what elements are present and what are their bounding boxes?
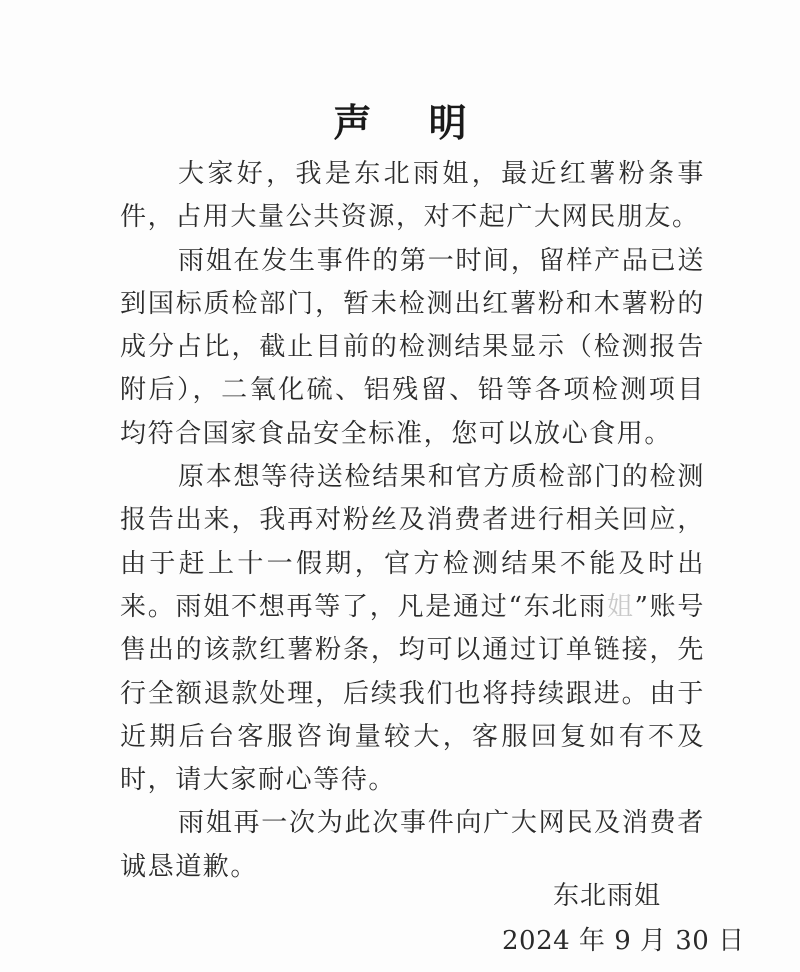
signature-date: 2024 年 9 月 30 日: [502, 926, 745, 956]
paragraph-closing-apology: 雨姐再一次为此次事件向广大网民及消费者诚恳道歉。: [120, 808, 705, 882]
paragraph-apology-intro: 大家好，我是东北雨姐，最近红薯粉条事件，占用大量公共资源，对不起广大网民朋友。: [120, 159, 705, 233]
document-body: [120, 153, 705, 889]
document-title: 声 明: [333, 100, 489, 145]
paragraph-refund: [120, 456, 705, 802]
paragraph-refund-faded-char: 姐: [606, 591, 635, 622]
paragraph-refund-part-2: ”账号售出的该款红薯粉条，均可以通过订单链接，先行全额退款处理，后续我们也将持续跟进。由于近期后台客服咨询量较大，客服回复如有不及时，请大家耐心等待。: [120, 591, 706, 796]
signature-name: 东北雨姐: [553, 881, 662, 911]
paragraph-test-results: 雨姐在发生事件的第一时间，留样产品已送到国标质检部门，暂未检测出红薯粉和木薯粉的成分占比，截止目前的检测结果显示（检测报告附后），二氧化硫、铝残留、铅等各项检测项目均符合国家食品安全标准，您可以放心食用。: [120, 245, 705, 449]
paragraph-refund-part-1: 原本想等待送检结果和官方质检部门的检测报告出来，我再对粉丝及消费者进行相关回应，由于赶上十一假期，官方检测结果不能及时出来。雨姐不想再等了，凡是通过“东北雨: [120, 462, 705, 622]
